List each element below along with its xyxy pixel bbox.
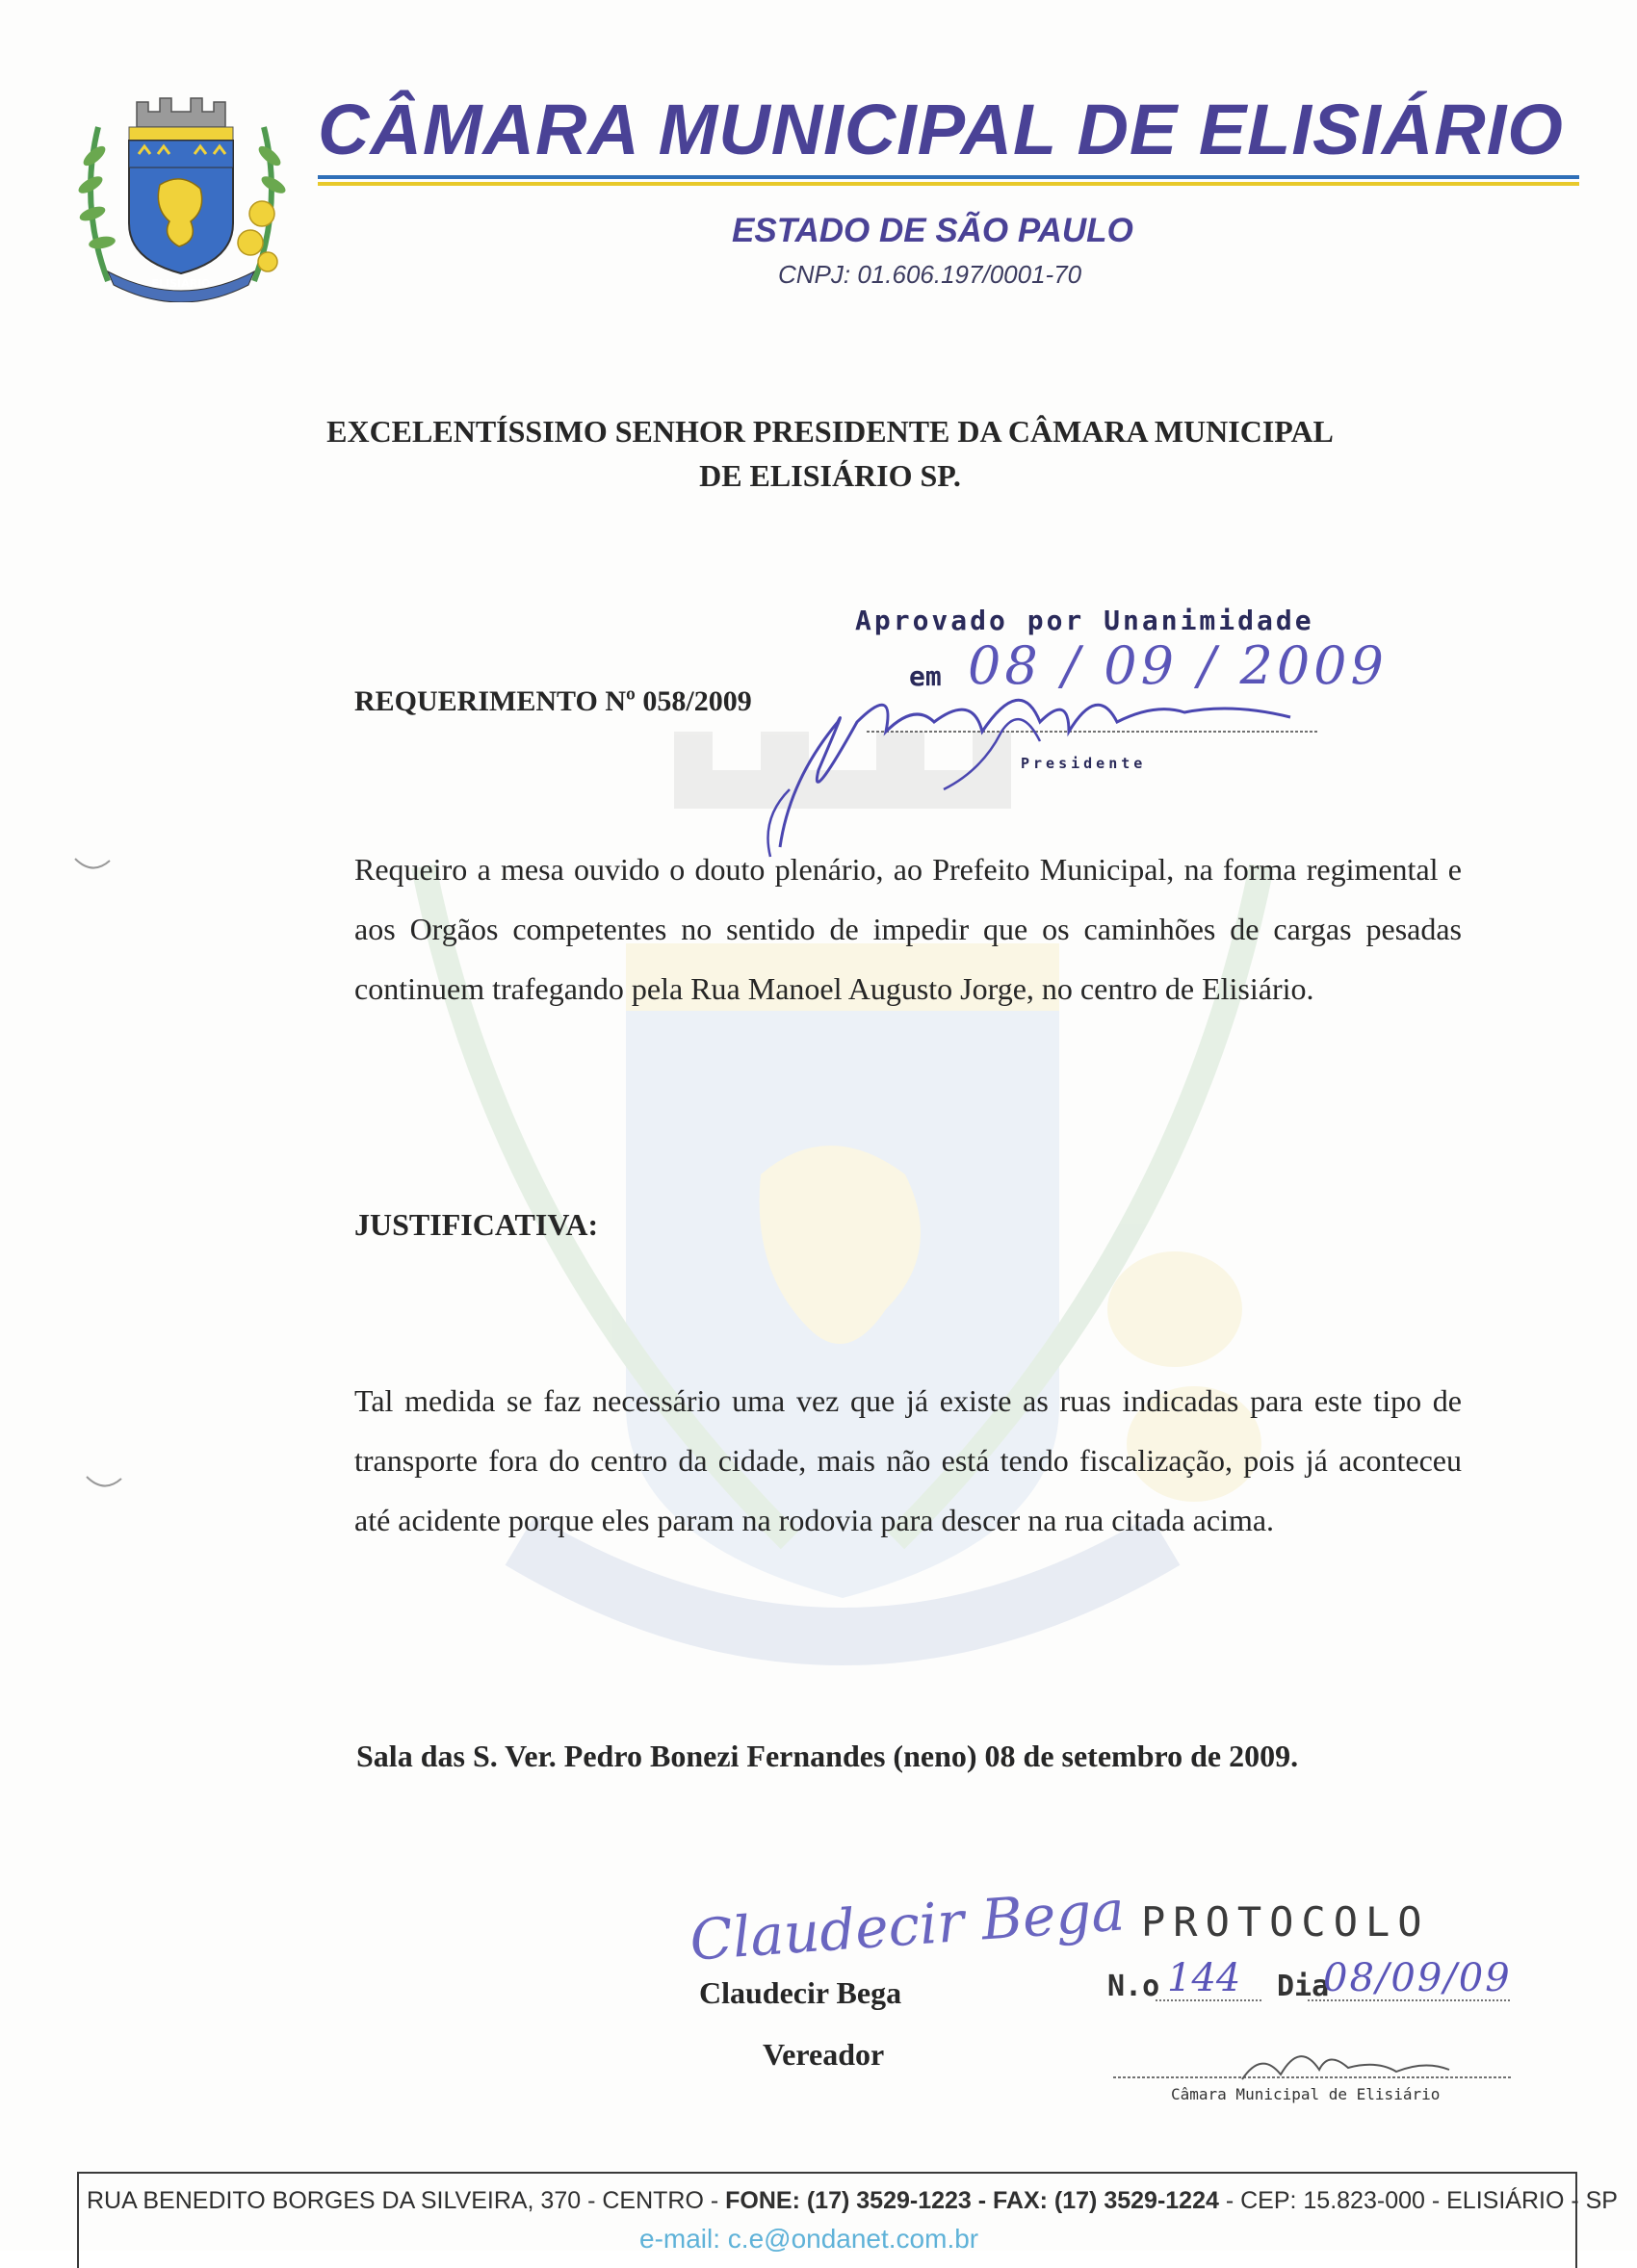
footer-address <box>87 2187 1618 2215</box>
signer-name: Claudecir Bega <box>699 1975 902 2010</box>
approval-stamp-heading: Aprovado por Unanimidade <box>855 605 1314 636</box>
approval-stamp-date-prefix: em <box>909 660 942 692</box>
footer-address-street: RUA BENEDITO BORGES DA SILVEIRA, 370 - CENTRO - <box>87 2187 726 2214</box>
state-name: ESTADO DE SÃO PAULO <box>732 212 1133 249</box>
footer-address-cep: - CEP: 15.823-000 - ELISIÁRIO - SP <box>1218 2187 1618 2214</box>
crest-ribbon-text: ELISIÁRIO <box>151 277 211 290</box>
footer-email[interactable]: e-mail: c.e@ondanet.com.br <box>639 2224 979 2254</box>
requerimento-label: REQUERIMENTO Nº 058/2009 <box>354 685 752 717</box>
hole-punch-mark <box>73 855 112 874</box>
addressee-line-2: DE ELISIÁRIO SP. <box>699 458 961 494</box>
protocol-clerk-signature <box>1233 2031 1454 2089</box>
header-rule-yellow <box>318 182 1579 186</box>
organization-title: CÂMARA MUNICIPAL DE ELISIÁRIO <box>318 90 1564 169</box>
addressee-block <box>300 409 1360 499</box>
signer-role: Vereador <box>763 2037 885 2072</box>
municipal-crest-logo <box>69 89 293 302</box>
closing-line: Sala das S. Ver. Pedro Bonezi Fernandes (neno) 08 de setembro de 2009. <box>356 1739 1299 1773</box>
protocol-stamp-footer: Câmara Municipal de Elisiário <box>1171 2085 1441 2103</box>
protocol-day-label: Dia <box>1277 1970 1330 2003</box>
councilor-handwritten-signature: Claudecir Bega <box>688 1877 1127 1973</box>
header-rule-blue <box>318 175 1579 179</box>
approval-handwritten-date: 08 / 09 / 2009 <box>968 635 1388 696</box>
footer-phone: FONE: (17) 3529-1223 - FAX: (17) 3529-1224 <box>725 2187 1219 2214</box>
protocol-number-value: 144 <box>1167 1956 1241 2000</box>
protocol-day-value: 08/09/09 <box>1323 1956 1512 2000</box>
protocol-stamp-heading: PROTOCOLO <box>1141 1898 1430 1946</box>
justificativa-body: Tal medida se faz necessário uma vez que já existe as ruas indicadas para este tipo de transporte fora do centro da cidade, mais não está tendo fiscalização, pois já aconteceu até acidente porque eles param na rodovia para descer na rua citada acima. <box>354 1383 1462 1537</box>
justificativa-label: JUSTIFICATIVA: <box>354 1207 599 1242</box>
hole-punch-mark <box>85 1473 123 1492</box>
protocol-number-label: N.o <box>1107 1970 1160 2003</box>
approval-stamp-role: Presidente <box>1021 755 1147 772</box>
requerimento-body: Requeiro a mesa ouvido o douto plenário, ao Prefeito Municipal, na forma regimental e aos Orgãos competentes no sentido de impedir que os caminhões de cargas pesadas continuem trafegando pela Rua Manoel Augusto Jorge, no centro de Elisiário. <box>354 852 1462 1006</box>
cnpj-number: CNPJ: 01.606.197/0001-70 <box>778 260 1082 289</box>
addressee-line-1: EXCELENTÍSSIMO SENHOR PRESIDENTE DA CÂMARA MUNICIPAL <box>326 414 1334 449</box>
